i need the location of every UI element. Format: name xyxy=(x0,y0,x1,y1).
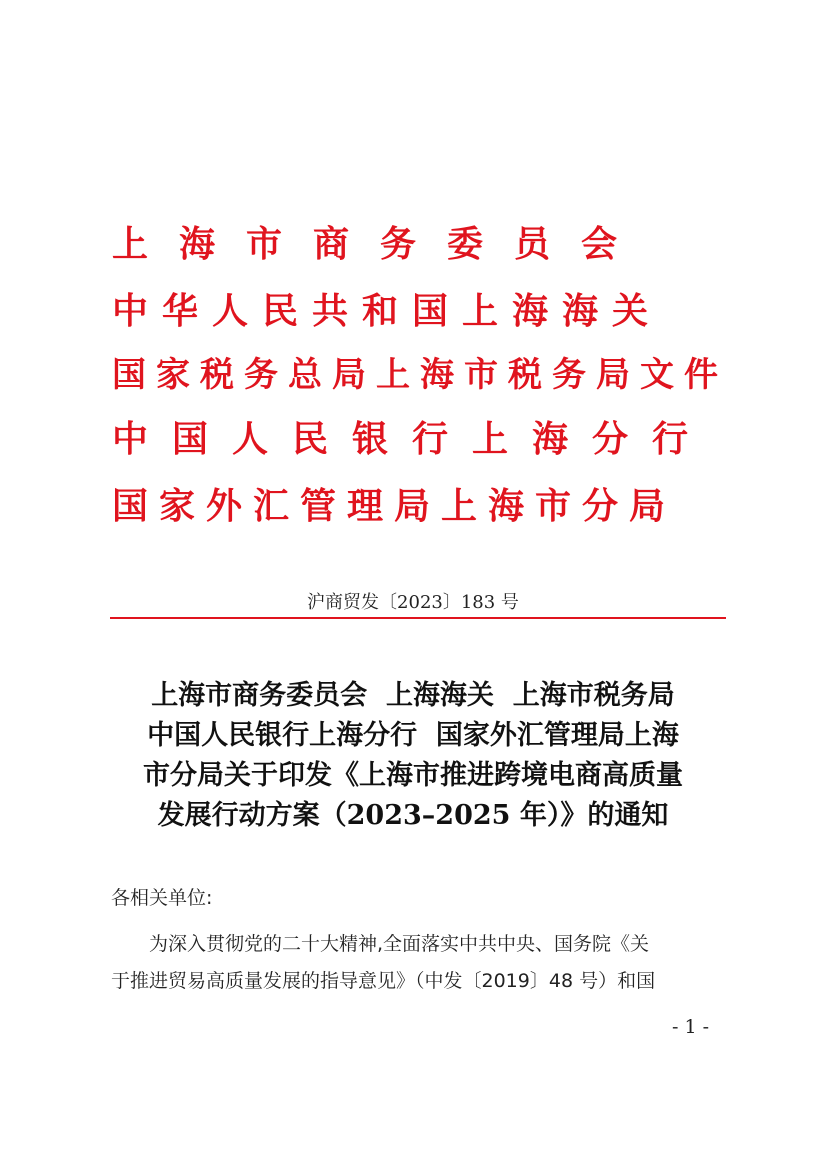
issuer-line-2: 中华人民共和国上海海关 xyxy=(112,290,663,332)
title-line-3: 市分局关于印发《上海市推进跨境电商高质量 xyxy=(143,760,683,791)
issuer-line-5: 国家外汇管理局上海市分局 xyxy=(112,485,677,527)
page-number: - 1 - xyxy=(672,1016,710,1038)
issuer-line-4: 中国人民银行上海分行 xyxy=(112,418,713,460)
issuer-line-1: 上海市商务委员会 xyxy=(112,223,649,265)
body-line-2: 于推进贸易高质量发展的指导意见》（中发〔2019〕48 号）和国 xyxy=(111,970,656,992)
document-title xyxy=(96,676,730,836)
body-line-1: 为深入贯彻党的二十大精神,全面落实中共中央、国务院《关 xyxy=(149,933,650,955)
red-divider xyxy=(110,617,726,619)
title-line-4: 发展行动方案（2023–2025 年）》的通知 xyxy=(157,800,669,831)
issuer-line-3: 国家税务总局上海市税务局文件 xyxy=(112,355,728,395)
title-line-1: 上海市商务委员会 上海海关 上海市税务局 xyxy=(151,680,675,711)
title-line-2: 中国人民银行上海分行 国家外汇管理局上海 xyxy=(147,720,679,751)
document-number: 沪商贸发〔2023〕183 号 xyxy=(307,592,519,613)
greeting: 各相关单位: xyxy=(111,887,213,909)
